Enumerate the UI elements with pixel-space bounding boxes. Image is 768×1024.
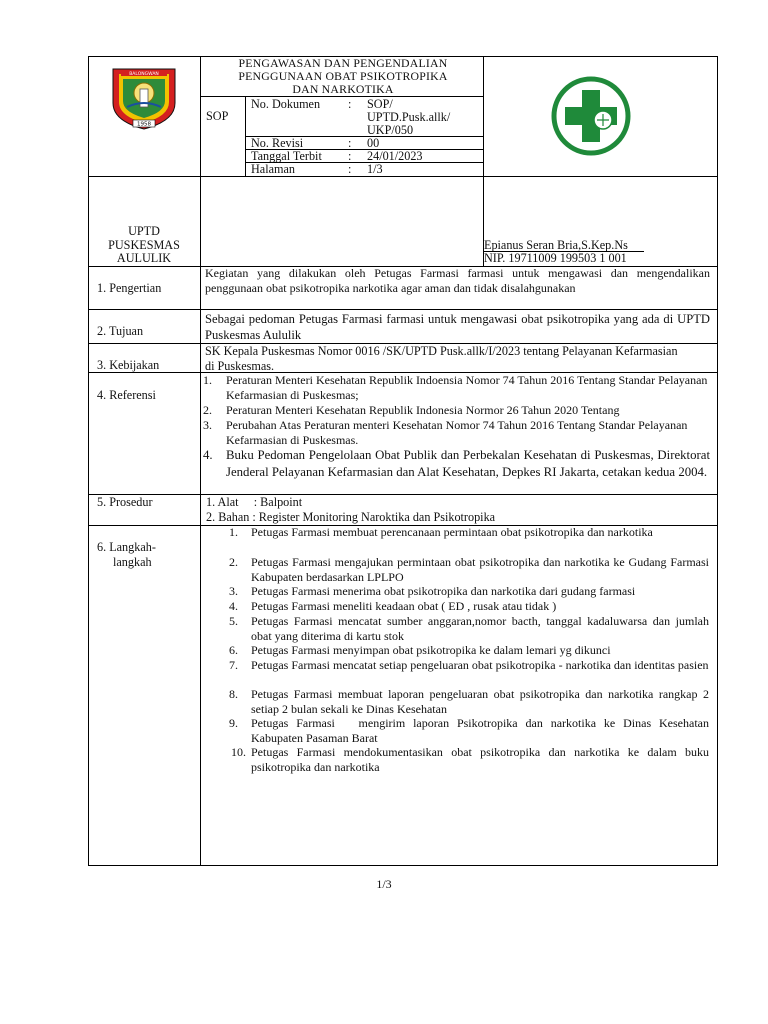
langkah-label-line-2: langkah — [113, 555, 152, 569]
step-text: Petugas Farmasi mencatat sumber anggaran,nomor bacth, tanggal kadaluwarsa dan jumlah obat yang diterima di kartu stok — [251, 614, 709, 643]
emblem-banner-text: BALONGWAN — [129, 72, 159, 77]
org-name-line-2: PUSKESMAS — [108, 237, 180, 252]
section-text-kebijakan: SK Kepala Puskesmas Nomor 0016 /SK/UPTD Pusk.allk/I/2023 tentang Pelayanan Kefarmasian di Puskesmas. — [205, 344, 678, 373]
referensi-item-number: 4. — [203, 448, 213, 462]
document-title — [204, 57, 482, 96]
emblem-year-text: 1958 — [137, 121, 151, 128]
signer-nip: NIP. 19711009 199503 1 001 — [484, 251, 627, 265]
title-divider — [200, 96, 483, 97]
section-label-referensi: 4. Referensi — [97, 388, 156, 402]
row-sep-pengertian — [88, 309, 718, 310]
step-number: 7. — [229, 658, 238, 672]
puskesmas-cross-logo — [551, 76, 631, 156]
column-divider — [200, 56, 201, 866]
step-number: 10. — [231, 745, 246, 759]
meta-sep-no-revisi: : — [348, 136, 352, 150]
meta-value-no-revisi: 00 — [367, 136, 380, 150]
section-text-pengertian: Kegiatan yang dilakukan oleh Petugas Farmasi farmasi untuk mengawasi dan mengendalikan penggunaan obat psikotropika narkotika agar aman dan tidak disalahgunakan — [205, 266, 710, 295]
meta-value-no-dokumen-3: UKP/050 — [367, 123, 414, 137]
step-number: 6. — [229, 643, 238, 657]
step-number: 2. — [229, 555, 238, 569]
referensi-item-number: 1. — [203, 373, 212, 387]
section-label-pengertian: 1. Pengertian — [97, 281, 162, 295]
step-number: 8. — [229, 687, 238, 701]
regional-emblem-logo — [105, 63, 183, 131]
header-right-divider — [483, 56, 484, 266]
section-label-kebijakan: 3. Kebijakan — [97, 358, 160, 372]
step-number: 3. — [229, 584, 238, 598]
step-text: Petugas Farmasi mencatat setiap pengeluaran obat psikotropika - narkotika dan identitas pasien — [251, 658, 709, 672]
referensi-item-text: Peraturan Menteri Kesehatan Republik Indonesia Normor 26 Tahun 2020 Tentang — [226, 403, 620, 417]
meta-sep-halaman: : — [348, 162, 352, 176]
org-name-line-1: UPTD — [128, 224, 160, 238]
meta-value-no-dokumen-1: SOP/ — [367, 97, 393, 111]
meta-value-no-dokumen-2: UPTD.Pusk.allk/ — [367, 110, 451, 124]
meta-label-no-revisi: No. Revisi — [251, 136, 304, 150]
step-text: Petugas Farmasi menerima obat psikotropika dan narkotika dari gudang farmasi — [251, 584, 636, 598]
referensi-item-text: Perubahan Atas Peraturan menteri Kesehatan Nomor 74 Tahun 2016 Tentang Standar Pelayanan Kefarmasian di Puskesmas. — [226, 418, 688, 447]
title-line-3: DAN NARKOTIKA — [292, 82, 394, 96]
section-label-tujuan: 2. Tujuan — [97, 324, 144, 338]
sop-label: SOP — [206, 109, 229, 123]
step-text: Petugas Farmasi membuat perencanaan permintaan obat psikotropika dan narkotika — [251, 525, 653, 539]
row-sep-referensi — [88, 494, 718, 495]
meta-label-halaman: Halaman — [251, 162, 295, 176]
step-text: Petugas Farmasi mendokumentasikan obat psikotropika dan narkotika ke dalam buku psikotropika dan narkotika — [251, 745, 709, 774]
step-text: Petugas Farmasi mengirim laporan Psikotropika dan narkotika ke Dinas Kesehatan Kabupaten Pasaman Barat — [251, 716, 712, 745]
prosedur-line-bahan: 2. Bahan : Register Monitoring Naroktika dan Psikotropika — [206, 510, 496, 524]
org-name — [88, 225, 200, 266]
meta-sep-no-dokumen: : — [348, 97, 352, 111]
step-text: Petugas Farmasi membuat laporan pengeluaran obat psikotropika dan narkotika rangkap 2 setiap 2 bulan sekali ke Dinas Kesehatan — [251, 687, 709, 716]
row-sep-header — [88, 176, 718, 177]
step-text: Petugas Farmasi mengajukan permintaan obat psikotropika dan narkotika ke Gudang Farmasi Kabupaten berdasarkan LPLPO — [251, 555, 709, 584]
meta-value-halaman: 1/3 — [367, 162, 383, 176]
section-text-tujuan: Sebagai pedoman Petugas Farmasi farmasi untuk mengawasi obat psikotropika yang ada di UPTD Puskesmas Aululik — [205, 312, 710, 342]
section-label-prosedur: 5. Prosedur — [97, 495, 153, 509]
meta-label-tanggal-terbit: Tanggal Terbit — [251, 149, 322, 163]
step-number: 9. — [229, 716, 238, 730]
referensi-item-text: Peraturan Menteri Kesehatan Republik Indoensia Nomor 74 Tahun 2016 Tentang Standar Pelayanan Kefarmasian di Puskesmas; — [226, 373, 708, 402]
org-name-line-3: AULULIK — [116, 251, 172, 265]
title-line-1: PENGAWASAN DAN PENGENDALIAN — [238, 56, 448, 70]
meta-sep-tanggal-terbit: : — [348, 149, 352, 163]
prosedur-line-alat: 1. Alat : Balpoint — [206, 495, 303, 509]
step-text: Petugas Farmasi meneliti keadaan obat ( ED , rusak atau tidak ) — [251, 599, 557, 613]
meta-label-no-dokumen: No. Dokumen — [251, 97, 321, 111]
meta-value-tanggal-terbit: 24/01/2023 — [367, 149, 423, 163]
signer-underline — [484, 251, 644, 252]
title-line-2: PENGGUNAAN OBAT PSIKOTROPIKA — [238, 69, 448, 83]
step-text: Petugas Farmasi menyimpan obat psikotropika ke dalam lemari yg dikunci — [251, 643, 611, 657]
step-number: 1. — [229, 525, 238, 539]
section-label-langkah — [97, 540, 156, 570]
page-number: 1/3 — [376, 877, 392, 891]
referensi-item-number: 2. — [203, 403, 212, 417]
referensi-item-number: 3. — [203, 418, 212, 432]
step-number: 5. — [229, 614, 238, 628]
referensi-item-text: Buku Pedoman Pengelolaan Obat Publik dan Perbekalan Kesehatan di Puskesmas, Direktorat Jenderal Pelayanan Kefarmasian dan Alat Kesehatan, Depkes RI Jakarta, cetakan kedua 2004. — [226, 448, 710, 479]
langkah-label-line-1: 6. Langkah- — [97, 540, 156, 554]
step-number: 4. — [229, 599, 238, 613]
signer-name: Epianus Seran Bria,S.Kep.Ns — [484, 238, 628, 252]
